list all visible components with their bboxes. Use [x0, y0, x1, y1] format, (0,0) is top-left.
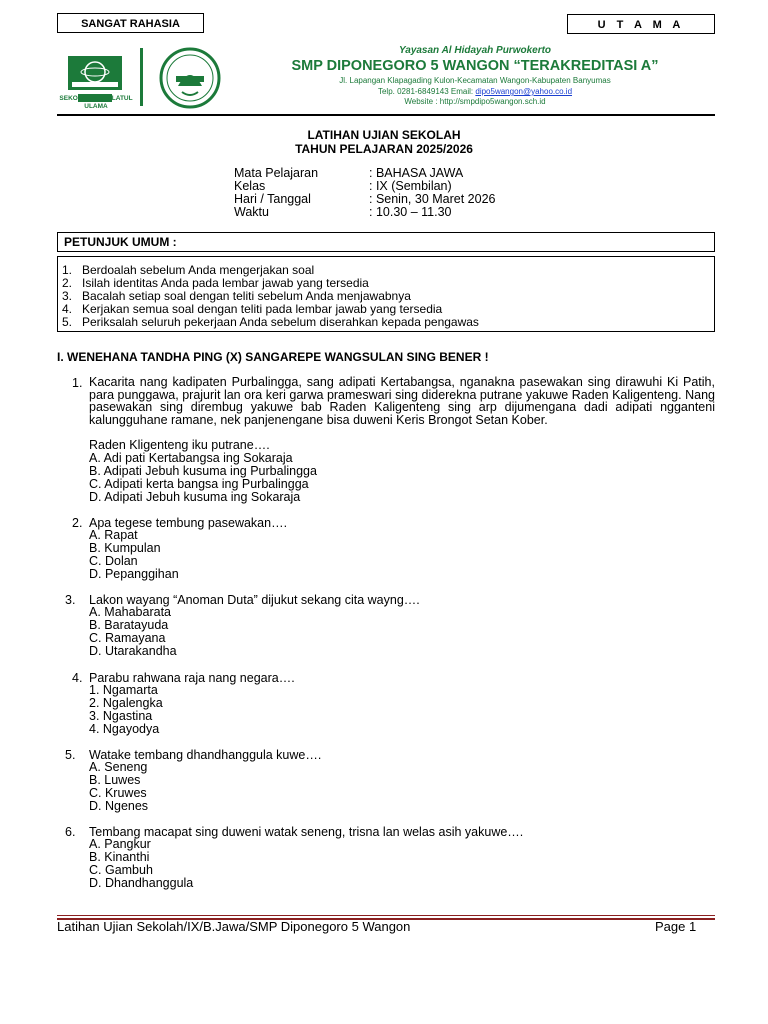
- answer-option[interactable]: A. Pangkur: [89, 837, 151, 851]
- question-number: 3.: [65, 593, 76, 607]
- school-address: Jl. Lapangan Klapagading Kulon-Kecamatan Wangon-Kabupaten Banyumas: [339, 76, 611, 85]
- exam-title: LATIHAN UJIAN SEKOLAH: [307, 128, 461, 142]
- answer-option[interactable]: D. Dhandhanggula: [89, 876, 194, 890]
- exam-year: TAHUN PELAJARAN 2025/2026: [295, 142, 473, 156]
- question-number: 2.: [72, 516, 83, 530]
- footer-page-number: Page 1: [655, 919, 697, 934]
- answer-option[interactable]: 2. Ngalengka: [89, 696, 163, 710]
- answer-option[interactable]: C. Kruwes: [89, 786, 147, 800]
- instruction-item: 1. Berdoalah sebelum Anda mengerjakan soal: [62, 263, 315, 277]
- answer-option[interactable]: B. Adipati Jebuh kusuma ing Purbalingga: [89, 464, 317, 478]
- answer-option[interactable]: B. Kinanthi: [89, 850, 150, 864]
- question-text: Parabu rahwana raja nang negara….: [89, 671, 295, 685]
- question-text: Kacarita nang kadipaten Purbalingga, sang adipati Kertabangsa, nganakna pasewakan sing dirawuhi Ki Patih, para punggawa, prajurit lan ora keri garwa prameswari sing diderekna putrane yakuwe Raden Kaligenteng. Nang pasewakan sing dirembug yakuwe bab Raden Kaligenteng sing arp dijumengana dadi adipati ngganteni kalungguhane ramane, nek panjenengane bisa duweni Keris Brongot Setan Kober.: [89, 375, 715, 427]
- nu-logo-caption: SEKOLAH NAHDLATUL ULAMA: [59, 95, 133, 110]
- footer-document-id: Latihan Ujian Sekolah/IX/B.Jawa/SMP Diponegoro 5 Wangon: [57, 919, 411, 934]
- answer-option[interactable]: D. Adipati Jebuh kusuma ing Sokaraja: [89, 490, 301, 504]
- email-link[interactable]: dipo5wangon@yahoo.co.id: [475, 87, 573, 96]
- answer-option[interactable]: A. Rapat: [89, 528, 138, 542]
- question-number: 6.: [65, 825, 76, 839]
- answer-option[interactable]: D. Pepanggihan: [89, 567, 179, 581]
- instruction-item: 3. Bacalah setiap soal dengan teliti sebelum Anda menjawabnya: [62, 289, 411, 303]
- school-website: Website : http://smpdipo5wangon.sch.id: [404, 97, 546, 106]
- question-prompt: Raden Kligenteng iku putrane….: [89, 438, 270, 452]
- answer-option[interactable]: B. Luwes: [89, 773, 141, 787]
- answer-option[interactable]: D. Ngenes: [89, 799, 149, 813]
- foundation-name: Yayasan Al Hidayah Purwokerto: [398, 45, 552, 56]
- instruction-item: 5. Periksalah seluruh pekerjaan Anda sebelum diserahkan kepada pengawas: [62, 315, 479, 329]
- instructions-box: [57, 256, 715, 332]
- section-heading: I. WENEHANA TANDHA PING (X) SANGAREPE WANGSULAN SING BENER !: [57, 350, 489, 364]
- yayasan-logo-icon: [158, 46, 222, 110]
- answer-option[interactable]: 1. Ngamarta: [89, 683, 158, 697]
- instructions-heading: PETUNJUK UMUM :: [57, 232, 715, 252]
- answer-option[interactable]: B. Baratayuda: [89, 618, 169, 632]
- footer-rule: [57, 915, 715, 916]
- school-contact: [240, 87, 710, 96]
- answer-option[interactable]: A. Seneng: [89, 760, 148, 774]
- answer-option[interactable]: 4. Ngayodya: [89, 722, 160, 736]
- answer-option[interactable]: A. Adi pati Kertabangsa ing Sokaraja: [89, 451, 293, 465]
- answer-option[interactable]: A. Mahabarata: [89, 605, 171, 619]
- question-number: 1.: [72, 376, 83, 390]
- instruction-item: 4. Kerjakan semua soal dengan teliti pada lembar jawab yang tersedia: [62, 302, 443, 316]
- header-divider: [57, 114, 715, 116]
- answer-option[interactable]: C. Ramayana: [89, 631, 166, 645]
- answer-option[interactable]: B. Kumpulan: [89, 541, 161, 555]
- question-text: Lakon wayang “Anoman Duta” dijukut sekang cita wayng….: [89, 593, 420, 607]
- answer-option[interactable]: C. Adipati kerta bangsa ing Purbalingga: [89, 477, 309, 491]
- logo-separator: [140, 48, 143, 106]
- answer-option[interactable]: C. Dolan: [89, 554, 138, 568]
- question-number: 4.: [72, 671, 83, 685]
- answer-option[interactable]: D. Utarakandha: [89, 644, 177, 658]
- school-name: SMP DIPONEGORO 5 WANGON “TERAKREDITASI A”: [291, 58, 659, 74]
- answer-option[interactable]: C. Gambuh: [89, 863, 153, 877]
- instruction-item: 2. Isilah identitas Anda pada lembar jawab yang tersedia: [62, 276, 369, 290]
- question-text: Watake tembang dhandhanggula kuwe….: [89, 748, 322, 762]
- phone-text: Telp. 0281-6849143 Email:: [377, 87, 476, 96]
- question-number: 5.: [65, 748, 76, 762]
- question-text: Tembang macapat sing duweni watak seneng, trisna lan welas asih yakuwe….: [89, 825, 524, 839]
- copy-type-label: U T A M A: [567, 14, 715, 34]
- question-text: Apa tegese tembung pasewakan….: [89, 516, 288, 530]
- answer-option[interactable]: 3. Ngastina: [89, 709, 153, 723]
- classification-label: SANGAT RAHASIA: [57, 13, 204, 33]
